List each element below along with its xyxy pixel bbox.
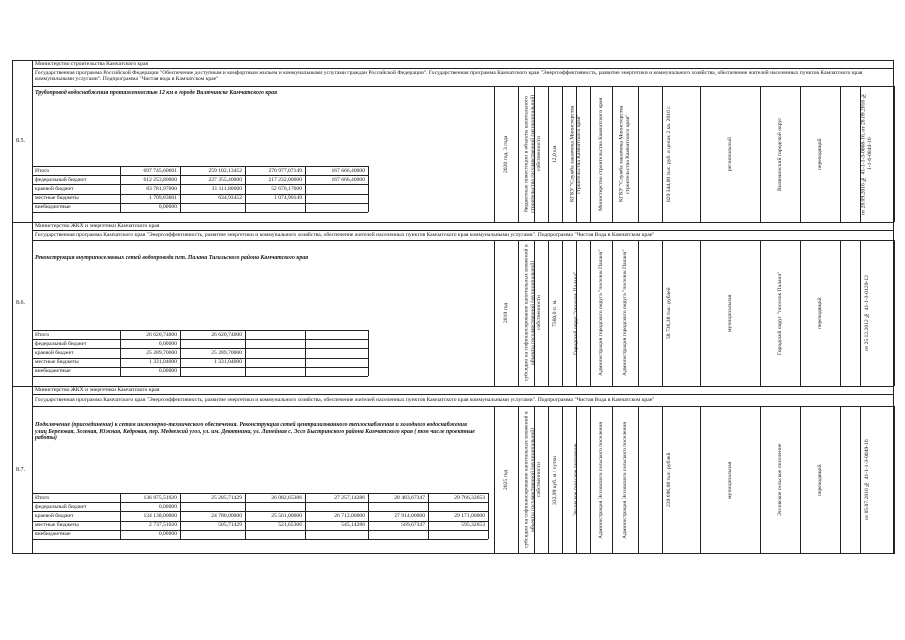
row-number: 8.5. xyxy=(16,138,25,144)
finance-row-label: внебюджетные xyxy=(35,204,71,211)
grid-line xyxy=(32,376,368,377)
grid-line xyxy=(32,539,488,540)
section-program: Государственная программа Камчатского края "Энергоэффективность, развитие энергетики и коммунального хозяйства, обеспечение жителей населенных пунктов Камчатского края коммунальными услугами". Подпрограмма "Чистая Вода в Камчатском крае" xyxy=(35,397,655,403)
finance-value: 25 289,70000 xyxy=(211,349,242,356)
finance-value: 521,65306 xyxy=(278,522,302,529)
finance-value: 25 285,71429 xyxy=(211,494,242,501)
vertical-column-cell: Администрация Эссовского сельского поселения xyxy=(597,421,604,539)
finance-row-label: местные бюджеты xyxy=(35,359,79,366)
finance-row-label: краевой бюджет xyxy=(35,185,74,192)
row-number: 8.6. xyxy=(16,300,25,306)
finance-value: 0,00000 xyxy=(158,531,177,538)
finance-value: 1 331,04000 xyxy=(149,359,177,366)
finance-value: 136 875,51020 xyxy=(143,494,177,501)
rule xyxy=(32,240,894,241)
vertical-column-cell: 2025 год xyxy=(502,469,509,491)
section-program: Государственная программа Камчатского края "Энергоэффективность, развитие энергетики и коммунального хозяйства, обеспечение жителей населенных пунктов Камчатского края коммунальными услугами". Подпрограмма "Чистая Вода в Камчатском крае" xyxy=(35,232,655,238)
vertical-column-cell: от 25.12.2012 № 41-1-3-0129-12 xyxy=(863,275,870,351)
finance-row-label: федеральный бюджет xyxy=(35,340,87,347)
finance-value: 505,71429 xyxy=(218,522,242,529)
finance-value: 24 780,00000 xyxy=(211,512,242,519)
finance-value: 31 111,80000 xyxy=(211,185,242,192)
vertical-column-cell: Городской округ "поселок Палана" xyxy=(572,271,579,355)
finance-value: 83 781,97000 xyxy=(146,185,177,192)
finance-value: 27 257,14286 xyxy=(334,494,365,501)
grid-line xyxy=(32,530,488,531)
vertical-column-cell: 239 696,08 тыс. рублей xyxy=(665,452,672,508)
grid-line xyxy=(305,330,306,376)
finance-value: 0,00000 xyxy=(158,503,177,510)
section-title: Подключение (присоединение) к сетям инженерно-технического обеспечения. Реконструкция сетей централизованного теплоснабжения и холодного водоснабжения улиц Березовая, Зеленая, Южная, Кедровая, пер. Медвежий угол, ул. им. Девятнина, ул. Линейная с. Эссо Быстринского района Камчатского края ( том числе проектные работы) xyxy=(35,422,475,442)
vertical-column-cell: муниципальная xyxy=(726,294,733,332)
finance-value: 134 138,00000 xyxy=(143,512,177,519)
finance-row-label: внебюджетные xyxy=(35,368,71,375)
col-border xyxy=(894,240,895,386)
grid-line xyxy=(32,203,368,204)
finance-value: 167 666,40000 xyxy=(331,167,365,174)
grid-line xyxy=(488,493,489,539)
finance-value: 26 712,00000 xyxy=(334,512,365,519)
rule xyxy=(32,406,894,407)
finance-value: 217 232,00000 xyxy=(268,176,302,183)
finance-value: 1 331,04000 xyxy=(214,359,242,366)
finance-value: 545,14286 xyxy=(341,522,365,529)
rule xyxy=(32,230,894,231)
col-border xyxy=(894,406,895,554)
finance-value: 29 171,00000 xyxy=(454,512,485,519)
vertical-column-cell: муниципальная xyxy=(726,461,733,499)
vertical-column-cell: субсидии на софинансирование капитальных вложений в объекты государственной (муниципальной) собственности xyxy=(523,244,543,382)
section-title: Реконструкция внутрипоселковых сетей водопровода пгт. Палана Тигильского района Камчатского края xyxy=(35,255,309,261)
finance-value: 26 082,65306 xyxy=(271,494,302,501)
vertical-column-cell: 332,99 куб. м / сутки xyxy=(551,455,558,505)
col-border xyxy=(32,60,33,554)
grid-line xyxy=(245,330,246,376)
section-program: Государственная программа Российской Федерации "Обеспечение доступным и комфортным жильем и коммунальными услугами граждан Российской Федерации". Государственная программа Камчатского края "Энергоэффективность, развитие энергетики и коммунального хозяйства, обеспечение жителей населенных пунктов Камчатского края коммунальными услугами". Подпрограмма "Чистая вода в Камчатском крае" xyxy=(35,70,863,83)
vertical-column-cell: Администрация Эссовского сельского поселения xyxy=(621,421,628,539)
vertical-column-cell: 58 736,38 тыс. рублей xyxy=(665,287,672,339)
grid-line xyxy=(368,330,369,376)
section-ministry: Министерство строительства Камчатского края xyxy=(35,61,149,67)
grid-line xyxy=(32,502,488,503)
finance-value: 2 737,51020 xyxy=(149,522,177,529)
finance-row-label: внебюджетные xyxy=(35,531,71,538)
finance-row-label: федеральный бюджет xyxy=(35,176,87,183)
grid-line xyxy=(32,212,368,213)
finance-value: 26 620,74000 xyxy=(146,331,177,338)
section-ministry: Министерство ЖКХ и энергетики Камчатского края xyxy=(35,387,160,393)
finance-row-label: краевой бюджет xyxy=(35,512,74,519)
finance-value: 25 289,70000 xyxy=(146,349,177,356)
grid-line xyxy=(368,166,369,212)
finance-row-label: Итого xyxy=(35,494,50,501)
finance-value: 595,32653 xyxy=(461,522,485,529)
finance-value: 569,67347 xyxy=(401,522,425,529)
finance-value: 0,00000 xyxy=(158,340,177,347)
rule xyxy=(32,68,894,69)
finance-value: 52 670,17000 xyxy=(271,185,302,192)
vertical-column-cell: Министерство строительства Камчатского края xyxy=(597,97,604,211)
vertical-column-cell: 2020 год, 3 года xyxy=(502,135,509,173)
rule xyxy=(32,394,894,395)
section-title: Трубопровод водоснабжения протяженностью 12 км в городе Вилючинске Камчатского края xyxy=(35,90,278,96)
finance-value: 259 102,13452 xyxy=(208,167,242,174)
vertical-column-cell: Городской округ "поселок Палана" xyxy=(776,271,783,355)
vertical-column-cell: переходящий xyxy=(816,138,823,170)
section-ministry: Министерство ЖКХ и энергетики Камчатского края xyxy=(35,223,160,229)
finance-row-label: Итого xyxy=(35,331,50,338)
vertical-column-cell: Администрация городского округа "поселок Палана" xyxy=(621,249,628,377)
vertical-column-cell: КГКУ "Служба заказчика Министерства строительства Камчатского края" xyxy=(618,105,631,203)
finance-value: 26 620,74000 xyxy=(211,331,242,338)
finance-row-label: краевой бюджет xyxy=(35,349,74,356)
vertical-column-cell: бюджетные инвестиции в объекты капитального строительства государственной (муниципальной) собственности xyxy=(523,94,543,214)
finance-value: 25 561,00000 xyxy=(271,512,302,519)
finance-value: 27 914,00000 xyxy=(394,512,425,519)
vertical-column-cell: региональный xyxy=(726,137,733,171)
col-border xyxy=(894,86,895,222)
vertical-column-cell: переходящий xyxy=(816,464,823,496)
finance-value: 1 074,90149 xyxy=(274,195,302,202)
vertical-column-cell: Вилючинский городской округ xyxy=(776,117,783,191)
finance-value: 0,00000 xyxy=(158,368,177,375)
finance-value: 28 483,67347 xyxy=(394,494,425,501)
finance-row-label: Итого xyxy=(35,167,50,174)
finance-row-label: местные бюджеты xyxy=(35,522,79,529)
row-number: 8.7. xyxy=(16,467,25,473)
rule xyxy=(32,86,894,87)
vertical-column-cell: Администрация городского округа "поселок Палана" xyxy=(597,249,604,377)
grid-line xyxy=(32,367,368,368)
finance-row-label: федеральный бюджет xyxy=(35,503,87,510)
finance-row-label: местные бюджеты xyxy=(35,195,79,202)
finance-value: 1 709,83601 xyxy=(149,195,177,202)
vertical-column-cell: переходящий xyxy=(816,297,823,329)
finance-value: 227 355,40000 xyxy=(208,176,242,183)
vertical-column-cell: 829 344,00 тыс. руб. в ценах 2 кв. 2016 г. xyxy=(665,105,672,203)
finance-value: 29 766,32653 xyxy=(454,494,485,501)
vertical-column-cell: субсидии на софинансирование капитальных вложений в объекты государственной (муниципальной) собственности xyxy=(523,411,543,549)
vertical-column-cell: Эссовское сельское поселение xyxy=(572,443,579,517)
finance-value: 697 745,60601 xyxy=(143,167,177,174)
vertical-column-cell: КГКУ "Служба заказчика Министерства строительства Камчатского края" xyxy=(569,105,582,203)
vertical-column-cell: 12,0 км xyxy=(551,145,558,163)
vertical-column-cell: от 28.09.2016 № 41-1-1-3-0068-16, от 28.09.2016 № 1-1-6-0044-16 xyxy=(860,92,873,216)
finance-value: 167 666,40000 xyxy=(331,176,365,183)
finance-value: 0,00000 xyxy=(158,204,177,211)
vertical-column-cell: от 05.07.2016 № 41-1-1-3-0049-16 xyxy=(863,439,870,521)
vertical-column-cell: 2019 год xyxy=(502,302,509,324)
finance-value: 270 977,07149 xyxy=(268,167,302,174)
vertical-column-cell: Эссовское сельское поселение xyxy=(776,443,783,517)
finance-value: 612 253,80000 xyxy=(143,176,177,183)
vertical-column-cell: 7560,0 п. м. xyxy=(551,299,558,327)
finance-value: 634,93452 xyxy=(218,195,242,202)
